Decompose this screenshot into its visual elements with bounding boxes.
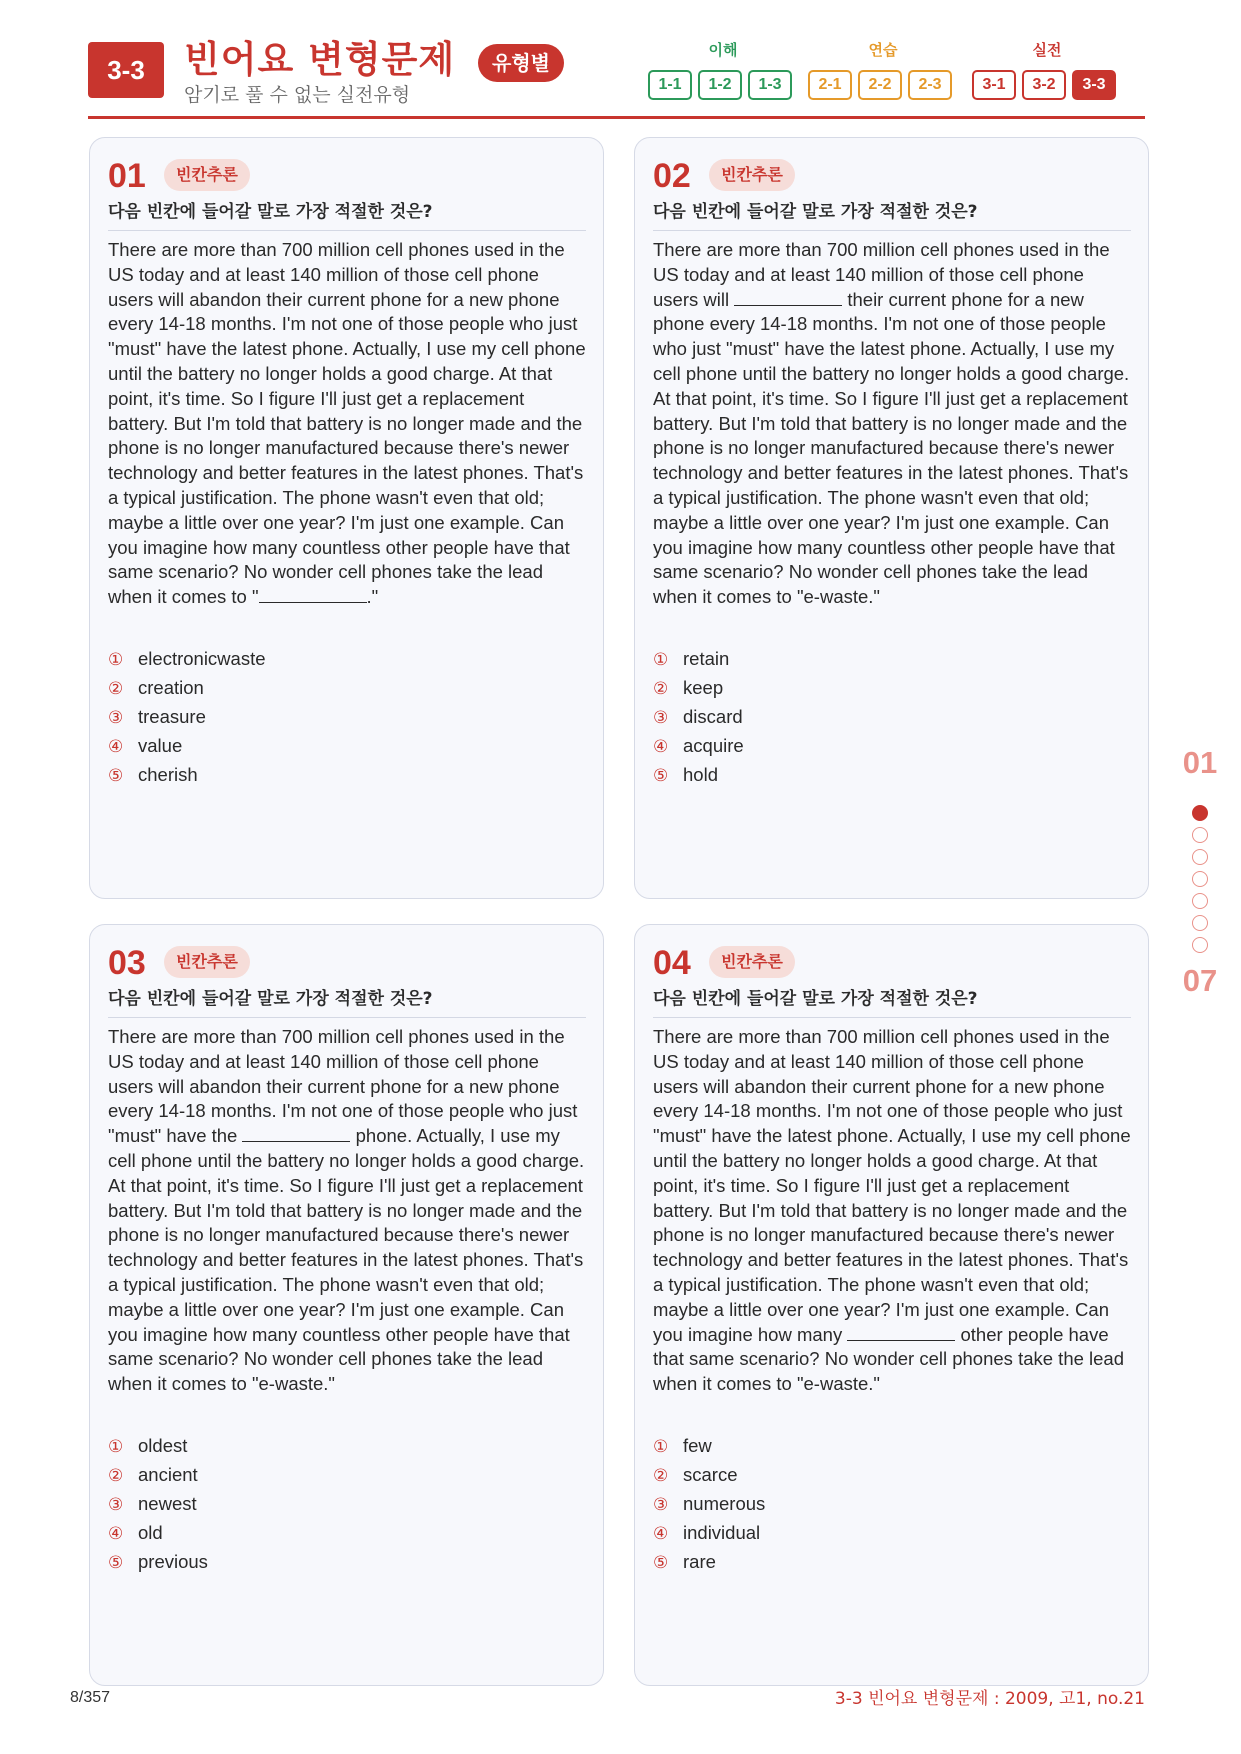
level-button-2-3[interactable]: 2-3 bbox=[908, 70, 952, 100]
page-title: 빈어요 변형문제 bbox=[184, 38, 456, 81]
question-number: 02 bbox=[653, 157, 691, 195]
prompt-divider bbox=[653, 1017, 1131, 1018]
answer-option[interactable] bbox=[653, 760, 1123, 789]
question-passage: There are more than 700 million cell phones used in the US today and at least 140 million of those cell phone users will abandon their current phone for a new phone every 14-18 months. I'm not one of those people who just "must" have the latest phone. Actually, I use my cell phone until the battery no longer holds a good charge. At that point, it's time. So I figure I'll just get a replacement battery. But I'm told that battery is no longer made and the phone is no longer manufactured because there's newer technology and better features in the latest phones. That's a typical justification. The phone wasn't even that old; maybe a little over one year? I'm just one example. Can you imagine how many countless other people have that same scenario? No wonder cell phones take the lead when it comes to " ." bbox=[108, 239, 586, 608]
option-text: individual bbox=[683, 1522, 761, 1543]
level-button-2-2[interactable]: 2-2 bbox=[858, 70, 902, 100]
question-type-tag: 빈칸추론 bbox=[709, 159, 795, 191]
level-button-3-1[interactable]: 3-1 bbox=[972, 70, 1016, 100]
level-button-1-2[interactable]: 1-2 bbox=[698, 70, 742, 100]
answer-option[interactable] bbox=[108, 760, 578, 789]
page-header bbox=[88, 36, 1145, 120]
option-mark: ① bbox=[653, 1437, 669, 1457]
prompt-divider bbox=[653, 230, 1131, 231]
prompt-divider bbox=[108, 230, 586, 231]
question-number: 01 bbox=[108, 157, 146, 195]
answer-option[interactable] bbox=[653, 1518, 1123, 1547]
option-text: keep bbox=[683, 677, 724, 698]
question-card-04 bbox=[634, 924, 1149, 1686]
level-button-2-1[interactable]: 2-1 bbox=[808, 70, 852, 100]
answer-options bbox=[653, 1431, 1123, 1576]
unit-badge: 3-3 bbox=[88, 42, 164, 98]
set-dots bbox=[1192, 805, 1208, 959]
answer-option[interactable] bbox=[108, 1547, 578, 1576]
level-button-1-1[interactable]: 1-1 bbox=[648, 70, 692, 100]
option-mark: ① bbox=[653, 650, 669, 670]
level-group-label: 연습 bbox=[868, 41, 898, 59]
answer-option[interactable] bbox=[653, 1460, 1123, 1489]
answer-blank bbox=[847, 1324, 955, 1341]
question-set-navigator bbox=[1170, 745, 1230, 1005]
option-text: discard bbox=[683, 706, 743, 727]
question-prompt: 다음 빈칸에 들어갈 말로 가장 적절한 것은? bbox=[653, 989, 978, 1009]
question-passage: There are more than 700 million cell phones used in the US today and at least 140 million of those cell phone users will their current phone for a new phone every 14-18 months. I'm not one of those people who just "must" have the latest phone. Actually, I use my cell phone until the battery no longer holds a good charge. At that point, it's time. So I figure I'll just get a replacement battery. But I'm told that battery is no longer made and the phone is no longer manufactured because there's newer technology and better features in the latest phones. That's a typical justification. The phone wasn't even that old; maybe a little over one year? I'm just one example. Can you imagine how many countless other people have that same scenario? No wonder cell phones take the lead when it comes to "e-waste." bbox=[653, 239, 1130, 608]
option-text: acquire bbox=[683, 735, 744, 756]
question-prompt: 다음 빈칸에 들어갈 말로 가장 적절한 것은? bbox=[653, 202, 978, 222]
set-start-number: 01 bbox=[1182, 745, 1218, 780]
answer-option[interactable] bbox=[108, 1489, 578, 1518]
level-button-3-2[interactable]: 3-2 bbox=[1022, 70, 1066, 100]
option-text: treasure bbox=[138, 706, 206, 727]
option-mark: ⑤ bbox=[108, 1553, 124, 1573]
option-text: numerous bbox=[683, 1493, 766, 1514]
answer-blank bbox=[259, 586, 367, 603]
type-pill[interactable]: 유형별 bbox=[478, 44, 564, 82]
answer-option[interactable] bbox=[653, 731, 1123, 760]
answer-options bbox=[653, 644, 1123, 789]
option-text: few bbox=[683, 1435, 712, 1456]
source-citation: 3-3 빈어요 변형문제 : 2009, 고1, no.21 bbox=[834, 1689, 1145, 1709]
answer-option[interactable] bbox=[108, 644, 578, 673]
question-prompt: 다음 빈칸에 들어갈 말로 가장 적절한 것은? bbox=[108, 202, 433, 222]
answer-option[interactable] bbox=[108, 673, 578, 702]
page-subtitle: 암기로 풀 수 없는 실전유형 bbox=[184, 84, 411, 106]
option-mark: ③ bbox=[108, 708, 124, 728]
question-prompt: 다음 빈칸에 들어갈 말로 가장 적절한 것은? bbox=[108, 989, 433, 1009]
question-type-tag: 빈칸추론 bbox=[164, 946, 250, 978]
option-mark: ⑤ bbox=[653, 766, 669, 786]
option-text: previous bbox=[138, 1551, 208, 1572]
header-divider bbox=[88, 116, 1145, 119]
option-text: electronicwaste bbox=[138, 648, 266, 669]
question-type-tag: 빈칸추론 bbox=[709, 946, 795, 978]
question-number: 03 bbox=[108, 944, 146, 982]
set-dot[interactable] bbox=[1192, 915, 1208, 931]
option-text: cherish bbox=[138, 764, 198, 785]
option-text: oldest bbox=[138, 1435, 188, 1456]
level-group-label: 이해 bbox=[708, 41, 738, 59]
answer-options bbox=[108, 644, 578, 789]
option-mark: ① bbox=[108, 650, 124, 670]
answer-blank bbox=[734, 289, 842, 306]
question-passage: There are more than 700 million cell phones used in the US today and at least 140 million of those cell phone users will abandon their current phone for a new phone every 14-18 months. I'm not one of those people who just "must" have the latest phone. Actually, I use my cell phone until the battery no longer holds a good charge. At that point, it's time. So I figure I'll just get a replacement battery. But I'm told that battery is no longer made and the phone is no longer manufactured because there's newer technology and better features in the latest phones. That's a typical justification. The phone wasn't even that old; maybe a little over one year? I'm just one example. Can you imagine how many other people have that same scenario? No wonder cell phones take the lead when it comes to "e-waste." bbox=[653, 1026, 1131, 1395]
option-text: rare bbox=[683, 1551, 716, 1572]
question-card-02 bbox=[634, 137, 1149, 899]
option-mark: ④ bbox=[653, 737, 669, 757]
set-end-number: 07 bbox=[1182, 963, 1218, 998]
answer-option[interactable] bbox=[108, 1431, 578, 1460]
answer-option[interactable] bbox=[108, 1518, 578, 1547]
option-text: value bbox=[138, 735, 183, 756]
option-mark: ⑤ bbox=[653, 1553, 669, 1573]
level-group-label: 실전 bbox=[1032, 41, 1062, 59]
option-mark: ② bbox=[108, 679, 124, 699]
option-mark: ④ bbox=[108, 737, 124, 757]
option-text: creation bbox=[138, 677, 204, 698]
option-mark: ③ bbox=[653, 708, 669, 728]
set-dot[interactable] bbox=[1192, 849, 1208, 865]
question-number: 04 bbox=[653, 944, 691, 982]
answer-blank bbox=[242, 1125, 350, 1142]
answer-option[interactable] bbox=[653, 1489, 1123, 1518]
question-passage: There are more than 700 million cell phones used in the US today and at least 140 million of those cell phone users will abandon their current phone for a new phone every 14-18 months. I'm not one of those people who just "must" have the phone. Actually, I use my cell phone until the battery no longer holds a good charge. At that point, it's time. So I figure I'll just get a replacement battery. But I'm told that battery is no longer made and the phone is no longer manufactured because there's newer technology and better features in the latest phones. That's a typical justification. The phone wasn't even that old; maybe a little over one year? I'm just one example. Can you imagine how many countless other people have that same scenario? No wonder cell phones take the lead when it comes to "e-waste." bbox=[108, 1026, 585, 1395]
option-mark: ② bbox=[108, 1466, 124, 1486]
set-dot[interactable] bbox=[1192, 871, 1208, 887]
level-navigator bbox=[648, 40, 1148, 110]
option-mark: ③ bbox=[108, 1495, 124, 1515]
answer-option[interactable] bbox=[653, 673, 1123, 702]
option-text: newest bbox=[138, 1493, 197, 1514]
set-dot[interactable] bbox=[1192, 893, 1208, 909]
answer-option[interactable] bbox=[108, 702, 578, 731]
option-text: hold bbox=[683, 764, 718, 785]
option-mark: ② bbox=[653, 1466, 669, 1486]
prompt-divider bbox=[108, 1017, 586, 1018]
option-text: ancient bbox=[138, 1464, 198, 1485]
answer-option[interactable] bbox=[653, 1547, 1123, 1576]
page-number: 8/357 bbox=[70, 1689, 111, 1706]
set-dot[interactable] bbox=[1192, 827, 1208, 843]
set-dot[interactable] bbox=[1192, 937, 1208, 953]
answer-option[interactable] bbox=[108, 1460, 578, 1489]
option-mark: ① bbox=[108, 1437, 124, 1457]
answer-option[interactable] bbox=[653, 1431, 1123, 1460]
option-text: retain bbox=[683, 648, 730, 669]
option-mark: ⑤ bbox=[108, 766, 124, 786]
answer-options bbox=[108, 1431, 578, 1576]
option-mark: ④ bbox=[108, 1524, 124, 1544]
answer-option[interactable] bbox=[108, 731, 578, 760]
option-mark: ④ bbox=[653, 1524, 669, 1544]
question-type-tag: 빈칸추론 bbox=[164, 159, 250, 191]
level-button-3-3[interactable]: 3-3 bbox=[1072, 70, 1116, 100]
question-card-03 bbox=[89, 924, 604, 1686]
answer-option[interactable] bbox=[653, 702, 1123, 731]
option-mark: ② bbox=[653, 679, 669, 699]
level-button-1-3[interactable]: 1-3 bbox=[748, 70, 792, 100]
set-dot-current[interactable] bbox=[1192, 805, 1208, 821]
option-text: scarce bbox=[683, 1464, 738, 1485]
question-card-01 bbox=[89, 137, 604, 899]
option-text: old bbox=[138, 1522, 163, 1543]
option-mark: ③ bbox=[653, 1495, 669, 1515]
answer-option[interactable] bbox=[653, 644, 1123, 673]
